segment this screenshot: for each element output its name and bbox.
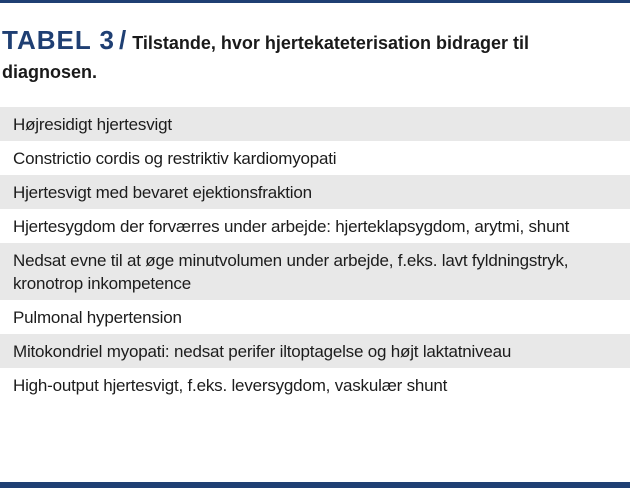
top-rule (0, 0, 630, 3)
table-row: Pulmonal hypertension (0, 300, 630, 334)
table-row: High-output hjertesvigt, f.eks. leversygdom, vaskulær shunt (0, 368, 630, 402)
table-number: TABEL 3 (2, 25, 115, 55)
table-row: Højresidigt hjertesvigt (0, 107, 630, 141)
table-caption: Tilstande, hvor hjertekateterisation bidrager til diagnosen. (2, 33, 529, 82)
table-row: Hjertesygdom der forværres under arbejde: hjerteklapsygdom, arytmi, shunt (0, 209, 630, 243)
table-row: Mitokondriel myopati: nedsat perifer iltoptagelse og højt laktatniveau (0, 334, 630, 368)
bottom-rule (0, 482, 630, 488)
table-title (2, 26, 622, 87)
table-row: Constrictio cordis og restriktiv kardiomyopati (0, 141, 630, 175)
table-row: Hjertesvigt med bevaret ejektionsfraktion (0, 175, 630, 209)
conditions-table (0, 107, 630, 402)
title-separator: / (118, 25, 127, 55)
table-row: Nedsat evne til at øge minutvolumen under arbejde, f.eks. lavt fyldningstryk, kronotrop inkompetence (0, 243, 630, 300)
